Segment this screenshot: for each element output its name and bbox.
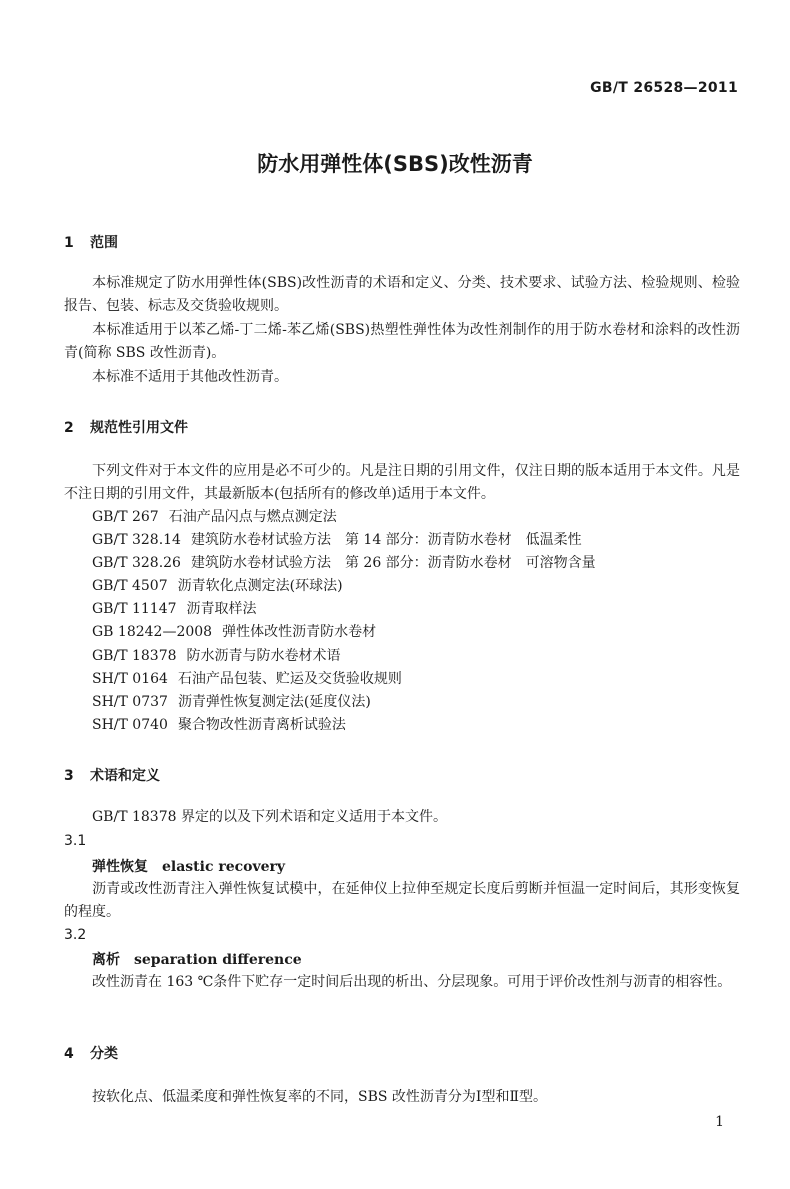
paragraph: 本标准规定了防水用弹性体(SBS)改性沥青的术语和定义、分类、技术要求、试验方法、检验规则、检验报告、包装、标志及交货验收规则。 xyxy=(64,275,740,314)
clause-number: 3.2 xyxy=(64,927,87,943)
reference-item: GB/T 4507 沥青软化点测定法(环球法) xyxy=(92,578,343,594)
section-heading-4 xyxy=(64,1043,118,1063)
reference-item: GB 18242—2008 弹性体改性沥青防水卷材 xyxy=(92,624,377,640)
standard-code: GB/T 26528—2011 xyxy=(590,80,738,96)
section-number: 1 xyxy=(64,235,74,251)
reference-item: GB/T 267 石油产品闪点与燃点测定法 xyxy=(92,509,337,525)
reference-item: GB/T 328.14 建筑防水卷材试验方法 第 14 部分：沥青防水卷材 低温柔性 xyxy=(92,532,582,548)
paragraph: GB/T 18378 界定的以及下列术语和定义适用于本文件。 xyxy=(92,809,447,825)
clause-number: 3.1 xyxy=(64,833,87,849)
paragraph: 按软化点、低温柔度和弹性恢复率的不同，SBS 改性沥青分为Ⅰ型和Ⅱ型。 xyxy=(92,1089,547,1105)
section-heading-1 xyxy=(64,232,118,252)
reference-item: SH/T 0164 石油产品包装、贮运及交货验收规则 xyxy=(92,671,402,687)
reference-item: GB/T 18378 防水沥青与防水卷材术语 xyxy=(92,648,341,664)
term-heading: 离析 separation difference xyxy=(92,952,302,968)
section-number: 3 xyxy=(64,768,74,784)
reference-item: SH/T 0740 聚合物改性沥青离析试验法 xyxy=(92,717,346,733)
reference-item: SH/T 0737 沥青弹性恢复测定法(延度仪法) xyxy=(92,694,371,710)
paragraph: 下列文件对于本文件的应用是必不可少的。凡是注日期的引用文件，仅注日期的版本适用于本文件。凡是不注日期的引用文件，其最新版本(包括所有的修改单)适用于本文件。 xyxy=(64,463,740,502)
section-number: 2 xyxy=(64,420,74,436)
reference-item: GB/T 11147 沥青取样法 xyxy=(92,601,257,617)
section-title: 规范性引用文件 xyxy=(90,420,188,436)
section-title: 范围 xyxy=(90,235,118,251)
term-definition: 沥青或改性沥青注入弹性恢复试模中，在延伸仪上拉伸至规定长度后剪断并恒温一定时间后，其形变恢复的程度。 xyxy=(64,881,740,920)
section-heading-3 xyxy=(64,765,160,785)
document-title: 防水用弹性体(SBS)改性沥青 xyxy=(257,152,533,176)
page-number: 1 xyxy=(715,1114,724,1130)
term-heading: 弹性恢复 elastic recovery xyxy=(92,859,286,875)
section-title: 分类 xyxy=(90,1046,118,1062)
paragraph: 本标准适用于以苯乙烯-丁二烯-苯乙烯(SBS)热塑性弹性体为改性剂制作的用于防水卷材和涂料的改性沥青(简称 SBS 改性沥青)。 xyxy=(64,322,740,361)
reference-item: GB/T 328.26 建筑防水卷材试验方法 第 26 部分：沥青防水卷材 可溶物含量 xyxy=(92,555,596,571)
section-heading-2 xyxy=(64,417,188,437)
paragraph: 本标准不适用于其他改性沥青。 xyxy=(92,369,288,385)
term-definition: 改性沥青在 163 ℃条件下贮存一定时间后出现的析出、分层现象。可用于评价改性剂与沥青的相容性。 xyxy=(92,974,732,990)
section-number: 4 xyxy=(64,1046,74,1062)
section-title: 术语和定义 xyxy=(90,768,160,784)
